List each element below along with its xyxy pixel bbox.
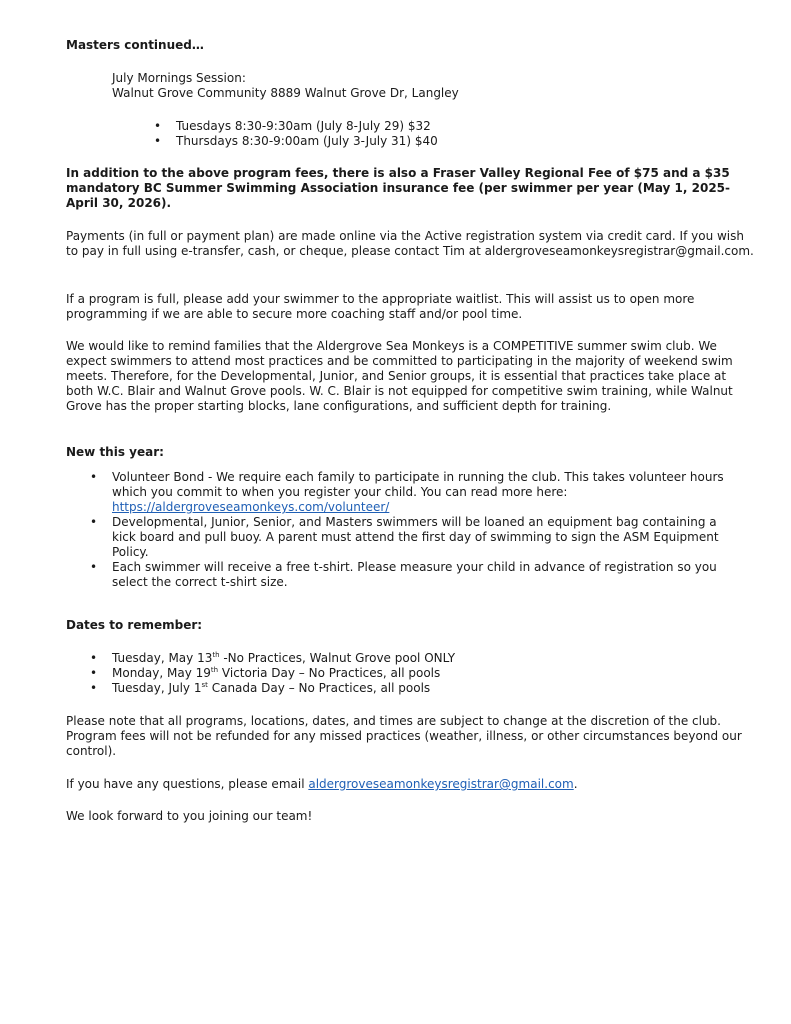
dates-list — [112, 651, 732, 696]
session-times-list — [176, 119, 736, 149]
date-item: • Monday, May 19th Victoria Day – No Practices, all pools — [112, 666, 732, 681]
session-location: Walnut Grove Community 8889 Walnut Grove Dr, Langley — [112, 86, 459, 100]
new-this-year-heading: New this year: — [66, 445, 164, 459]
volunteer-bond-text: Volunteer Bond - We require each family to participate in running the club. This takes volunteer hours which you commit to when you register your child. You can read more here: — [112, 470, 724, 499]
equipment-item: • Developmental, Junior, Senior, and Masters swimmers will be loaned an equipment bag containing a kick board and pull buoy. A parent must attend the first day of swimming to sign the ASM Equipment Policy. — [112, 515, 732, 560]
section-heading: Masters continued… — [66, 38, 204, 52]
session-title: July Mornings Session: — [112, 71, 246, 85]
date-item: • Tuesday, May 13th -No Practices, Walnut Grove pool ONLY — [112, 651, 732, 666]
competitive-paragraph: We would like to remind families that the Aldergrove Sea Monkeys is a COMPETITIVE summer swim club. We expect swimmers to attend most practices and be committed to participating in the majority of weekend swim meets. Therefore, for the Developmental, Junior, and Senior groups, it is essential that practices take place at both W.C. Blair and Walnut Grove pools. W. C. Blair is not equipped for competitive swim training, while Walnut Grove has the proper starting blocks, lane configurations, and sufficient depth for training. — [66, 339, 733, 413]
dates-heading: Dates to remember: — [66, 618, 203, 632]
payments-paragraph: Payments (in full or payment plan) are made online via the Active registration system via credit card. If you wish to pay in full using e-transfer, cash, or cheque, please contact Tim at aldergroveseamonkeysregistrar@gmail.com. — [66, 229, 754, 258]
volunteer-bond-item — [112, 470, 732, 515]
waitlist-paragraph: If a program is full, please add your swimmer to the appropriate waitlist. This will assist us to open more programming if we are able to secure more coaching staff and/or pool time. — [66, 292, 695, 321]
change-notice: Please note that all programs, locations, dates, and times are subject to change at the discretion of the club. Program fees will not be refunded for any missed practices (weather, illness, or other circumstances beyond our control). — [66, 714, 742, 758]
fees-notice: In addition to the above program fees, there is also a Fraser Valley Regional Fee of $75 and a $35 mandatory BC Summer Swimming Association insurance fee (per swimmer per year (May 1, 2025-April 30, 2026). — [66, 166, 731, 210]
registrar-email-link[interactable]: aldergroveseamonkeysregistrar@gmail.com — [308, 777, 574, 791]
date-item: • Tuesday, July 1st Canada Day – No Practices, all pools — [112, 681, 732, 696]
session-time-item: • Thursdays 8:30-9:00am (July 3-July 31) $40 — [176, 134, 736, 149]
session-time-item: • Tuesdays 8:30-9:30am (July 8-July 29) $32 — [176, 119, 736, 134]
questions-paragraph: If you have any questions, please email aldergroveseamonkeysregistrar@gmail.com. — [66, 777, 578, 791]
tshirt-item: • Each swimmer will receive a free t-shirt. Please measure your child in advance of registration so you select the correct t-shirt size. — [112, 560, 732, 590]
volunteer-link[interactable]: https://aldergroveseamonkeys.com/volunteer/ — [112, 500, 390, 514]
new-this-year-list — [112, 470, 732, 590]
closing-line: We look forward to you joining our team! — [66, 809, 313, 823]
